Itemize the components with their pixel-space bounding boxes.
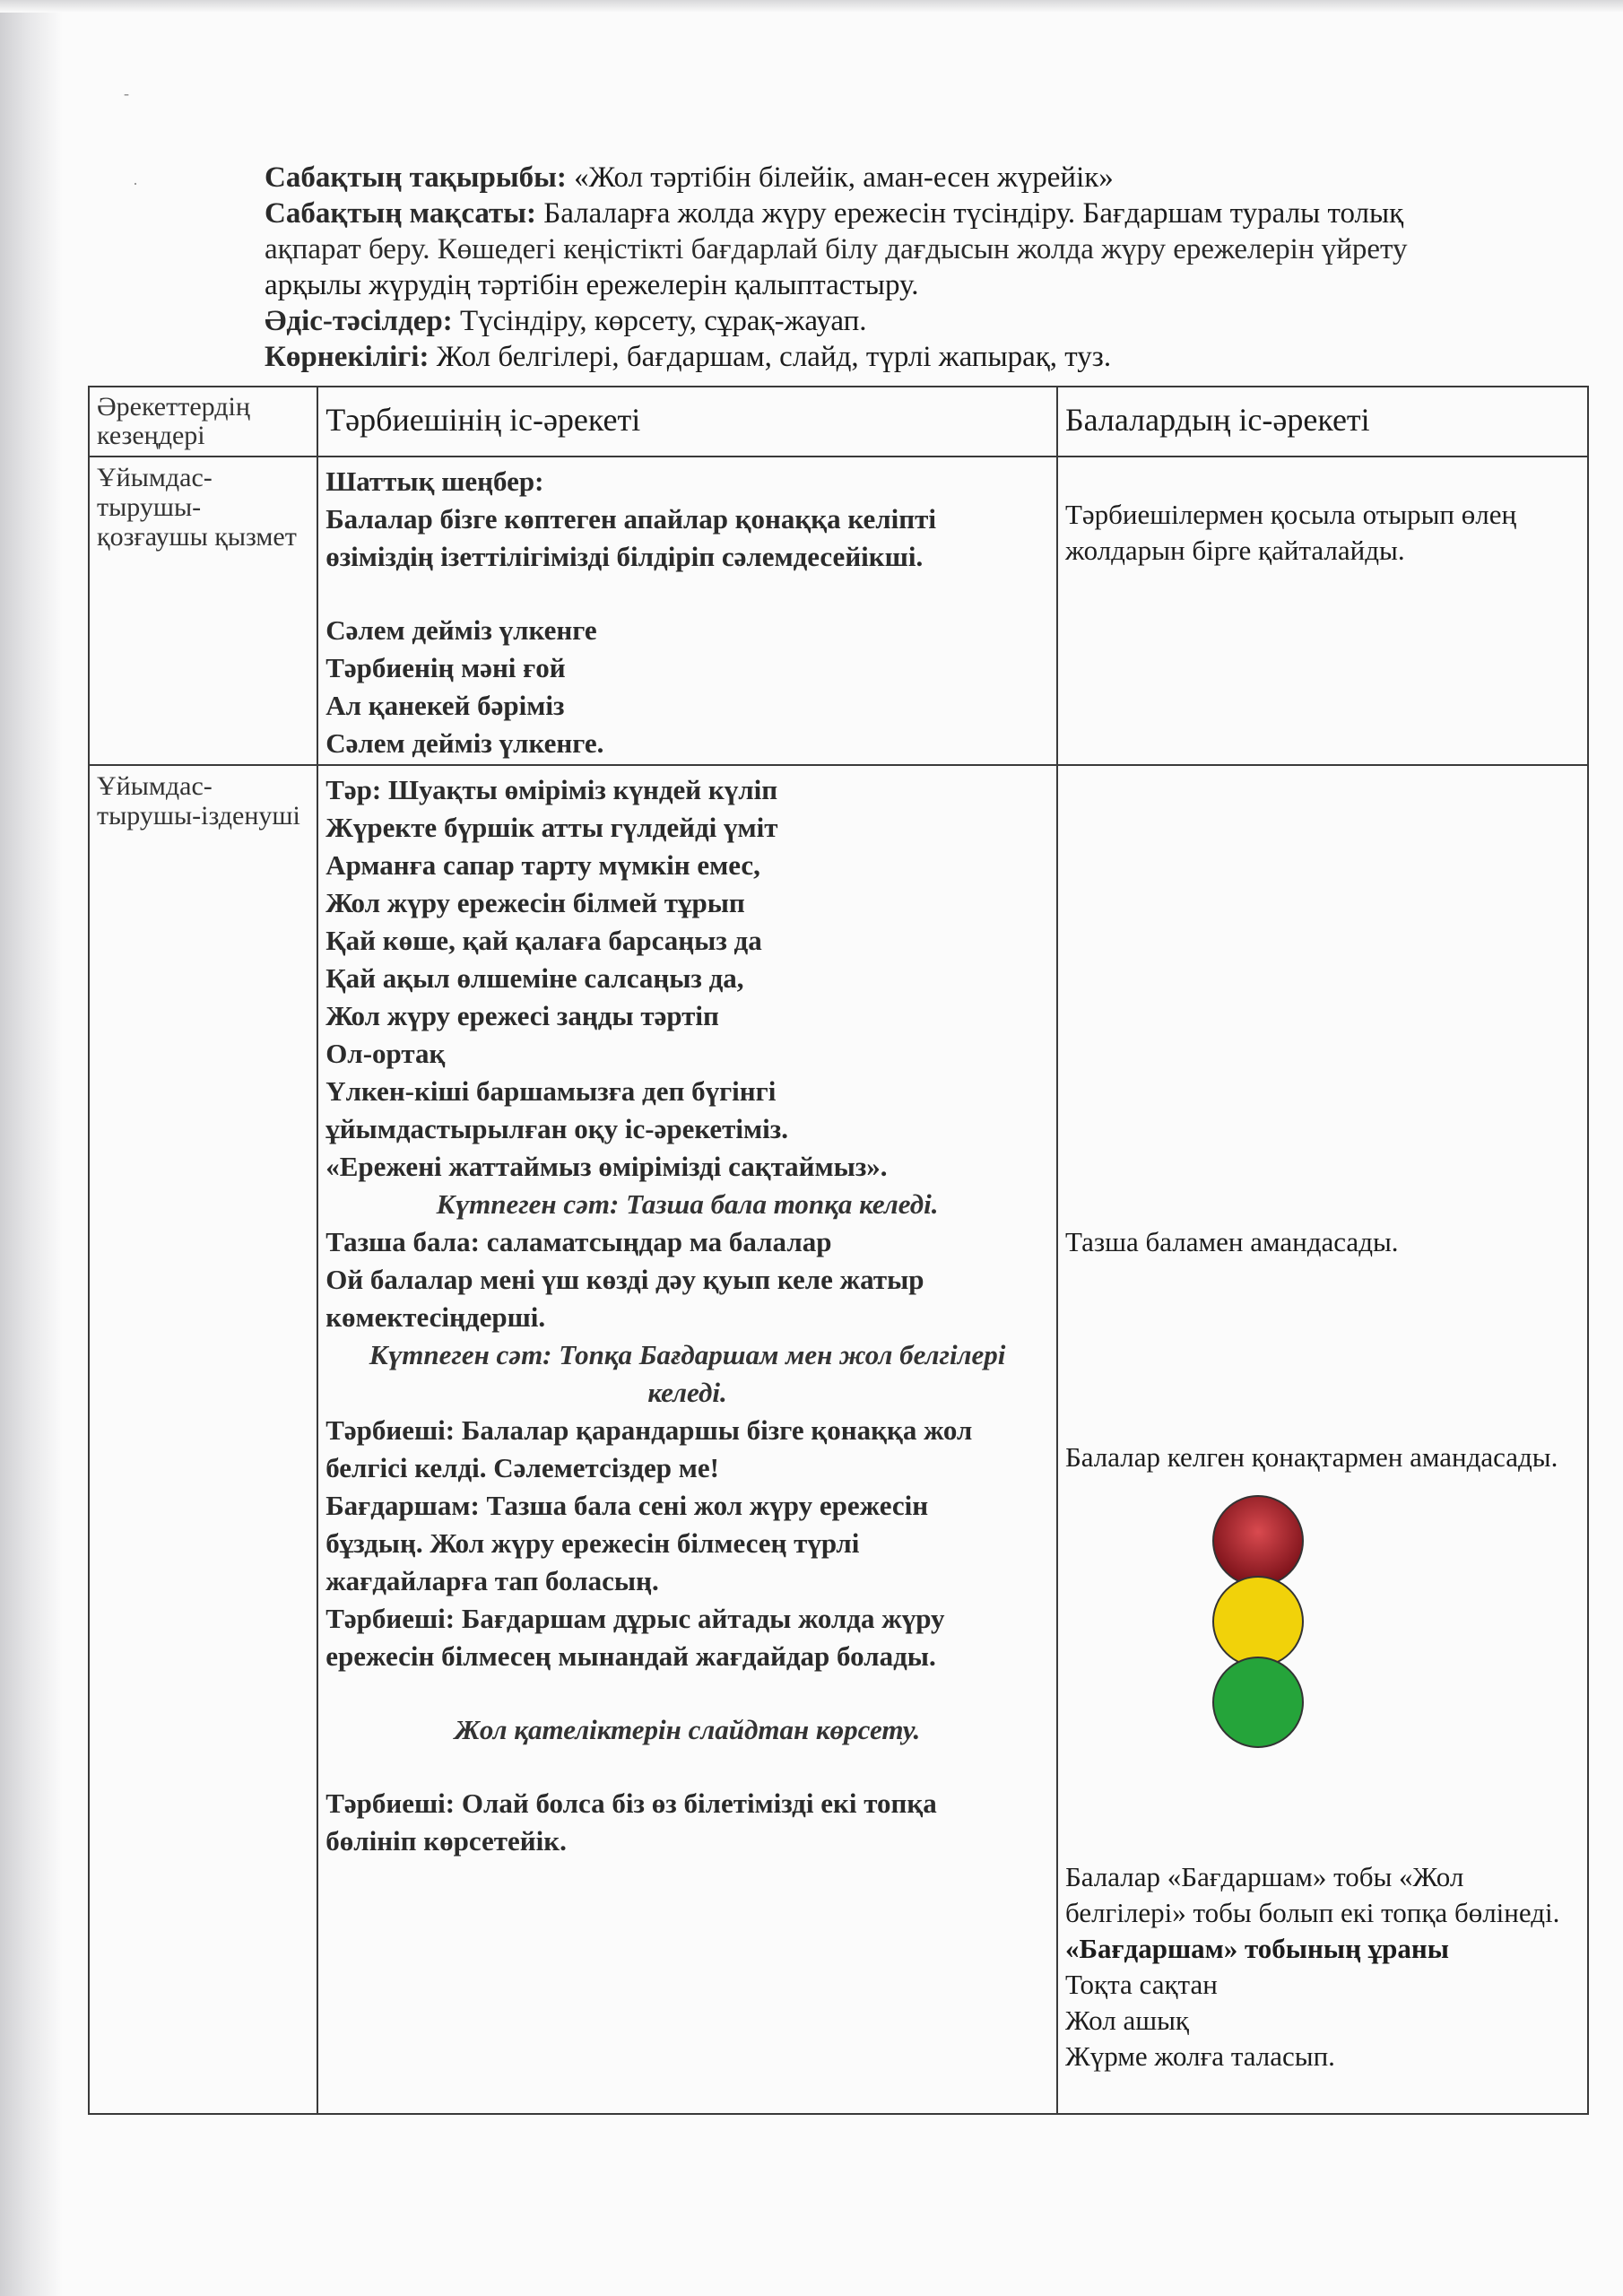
dialog-line [325, 1223, 1049, 1261]
goal-value-1: Балаларға жолда жүру ережесін түсіндіру. Бағдаршам туралы толық [543, 197, 1404, 230]
poem-line: Сәлем дейміз үлкенге. [325, 727, 604, 759]
group-chant-title: «Бағдаршам» тобының ұраны [1064, 1933, 1449, 1964]
children-activity-cell [1057, 457, 1588, 765]
table-row [89, 457, 1588, 765]
speaker-label: Тәр: [325, 774, 382, 805]
poem-line: Тәрбиенің мәні ғой [325, 652, 566, 683]
stage-organizing-motivating: Ұйымдас-тырушы-қозғаушы қызмет [89, 457, 317, 765]
table-header-row [89, 387, 1588, 457]
poem-line: Жол жүру ережесін білмей тұрып [325, 887, 745, 918]
teacher-activity-cell [317, 765, 1057, 2114]
methods-line [265, 303, 1538, 339]
spacer [325, 1675, 1049, 1711]
dialog-line [325, 1785, 1007, 1860]
spacer [325, 1749, 1049, 1785]
children-activity-text: Тәрбиешілермен қосыла отырып өлең жолдарын бірге қайталайды. [1064, 499, 1517, 566]
scan-top-edge-shadow [0, 0, 1623, 13]
speaker-label: Тәрбиеші: [325, 1414, 456, 1446]
motto-line: «Ережені жаттаймыз өмірімізді сақтаймыз». [325, 1151, 888, 1182]
goal-line-1 [265, 196, 1538, 231]
visuals-line [265, 339, 1538, 375]
dialog-line [325, 1412, 1007, 1487]
header-teacher-activity: Тәрбиешінің іс-әрекеті [317, 387, 1057, 457]
traffic-light-image [1191, 1492, 1325, 1779]
goal-label: Сабақтың мақсаты: [265, 197, 537, 230]
methods-label: Әдіс-тәсілдер: [265, 305, 453, 337]
poem-line: Қай ақыл өлшеміне салсаңыз да, [325, 962, 744, 994]
intro-line: Балалар бізге көптеген апайлар қонаққа келіпті [325, 503, 936, 535]
speaker-label: Тәрбиеші: [325, 1603, 456, 1634]
poem-line: Жүректе бүршік атты гүлдейді үміт [325, 812, 778, 843]
table-row [89, 765, 1588, 2114]
poem-line: Үлкен-кіші баршамызға деп бүгінгі [325, 1075, 777, 1107]
dialog-line [325, 771, 1049, 809]
teacher-activity-cell [317, 457, 1057, 765]
children-activity-text: Балалар «Бағдаршам» тобы «Жол белгілері» тобы болып екі топқа бөлінеді. [1064, 1861, 1560, 1928]
poem-line: Қай көше, қай қалаға барсаңыз да [325, 925, 762, 956]
stage-organizing-searching: Ұйымдас-тырушы-ізденуші [89, 765, 317, 2114]
chant-line: Жүрме жолға таласып. [1064, 2040, 1335, 2072]
lesson-header [265, 160, 1538, 375]
children-activity-text: Тазша баламен амандасады. [1064, 1226, 1399, 1257]
scan-speck: - [124, 84, 129, 102]
visuals-value: Жол белгілері, бағдаршам, слайд, түрлі жапырақ, туз. [436, 341, 1112, 373]
scan-left-edge-shadow [0, 0, 63, 2296]
poem-line: ұйымдастырылған оқу іс-әрекетіміз. [325, 1113, 788, 1144]
dialog-text: Бағдаршам дұрыс айтады жолда жүру ережесін білмесең мынандай жағдайдар болады. [325, 1603, 945, 1672]
topic-line [265, 160, 1538, 196]
green-light-circle [1213, 1657, 1303, 1747]
teacher-activity-content [325, 463, 1049, 759]
surprise-moment: Күтпеген сәт: Топқа Бағдаршам мен жол белгілері келеді. [369, 1339, 1006, 1408]
red-light-circle [1213, 1496, 1303, 1586]
header-children-activity: Балалардың іс-әрекеті [1057, 387, 1588, 457]
lesson-plan-table [88, 386, 1589, 2115]
poem-line: Арманға сапар тарту мүмкін емес, [325, 849, 760, 881]
spacer [325, 576, 1049, 612]
poem-line: Сәлем дейміз үлкенге [325, 614, 597, 646]
dialog-line [325, 1600, 1007, 1675]
speaker-label: Тазша бала: [325, 1226, 480, 1257]
dialog-line: Ой балалар мені үш көзді дәу қуып келе жатыр көмектесіңдерші. [325, 1264, 924, 1333]
topic-value: «Жол тәртібін білейік, аман-есен жүрейік» [574, 161, 1114, 194]
teacher-activity-content [325, 771, 1049, 2108]
methods-value: Түсіндіру, көрсету, сұрақ-жауап. [460, 305, 867, 337]
intro-line: өзімiздің iзеттiлiгiмiздi білдіріп сәлемдесейікші. [325, 541, 924, 572]
dialog-text: Балалар қарандаршы бізге қонаққа жол белгісі келді. Сәлеметсіздер ме! [325, 1414, 973, 1483]
chant-line: Жол ашық [1064, 2005, 1189, 2036]
circle-title: Шаттық шеңбер: [325, 465, 544, 497]
topic-label: Сабақтың тақырыбы: [265, 161, 567, 194]
dialog-text: саламатсыңдар ма балалар [486, 1226, 832, 1257]
surprise-moment: Күтпеген сәт: Тазша бала топқа келеді. [436, 1188, 939, 1220]
header-stages: Әрекеттердің кезеңдері [89, 387, 317, 457]
poem-line: Ол-ортақ [325, 1038, 446, 1069]
dialog-text: Тазша бала сені жол жүру ережесін бұздың. Жол жүру ережесін білмесең түрлі жағдайларға тап боласың. [325, 1490, 929, 1596]
dialog-line [325, 1487, 1007, 1600]
dialog-text: Олай болса біз өз білетімізді екі топқа бөлініп көрсетейік. [325, 1787, 937, 1857]
children-activity-cell [1057, 765, 1588, 2114]
children-activity-text: Балалар келген қонақтармен амандасады. [1064, 1441, 1558, 1473]
speaker-label: Тәрбиеші: [325, 1787, 456, 1819]
visuals-label: Көрнекілігі: [265, 341, 430, 373]
goal-value-2: ақпарат беру. Көшедегі кеңістікті бағдарлай білу дағдысын жолда жүру ережелерін үйрету [265, 233, 1408, 265]
chant-line: Тоқта сақтан [1064, 1969, 1218, 2000]
scan-speck: · [133, 175, 138, 193]
slide-instruction: Жол қателіктерін слайдтан көрсету. [454, 1714, 921, 1745]
goal-value-3: арқылы жүрудің тәртібін ережелерін қалыптастыру. [265, 269, 919, 301]
yellow-light-circle [1213, 1577, 1303, 1666]
goal-line-2 [265, 231, 1538, 267]
dialog-text: Шуақты өміріміз күндей күлiп [387, 774, 778, 805]
poem-line: Ал қанекей бәріміз [325, 690, 565, 721]
goal-line-3 [265, 267, 1538, 303]
speaker-label: Бағдаршам: [325, 1490, 480, 1521]
poem-line: Жол жүру ережесі заңды тәртіп [325, 1000, 719, 1031]
